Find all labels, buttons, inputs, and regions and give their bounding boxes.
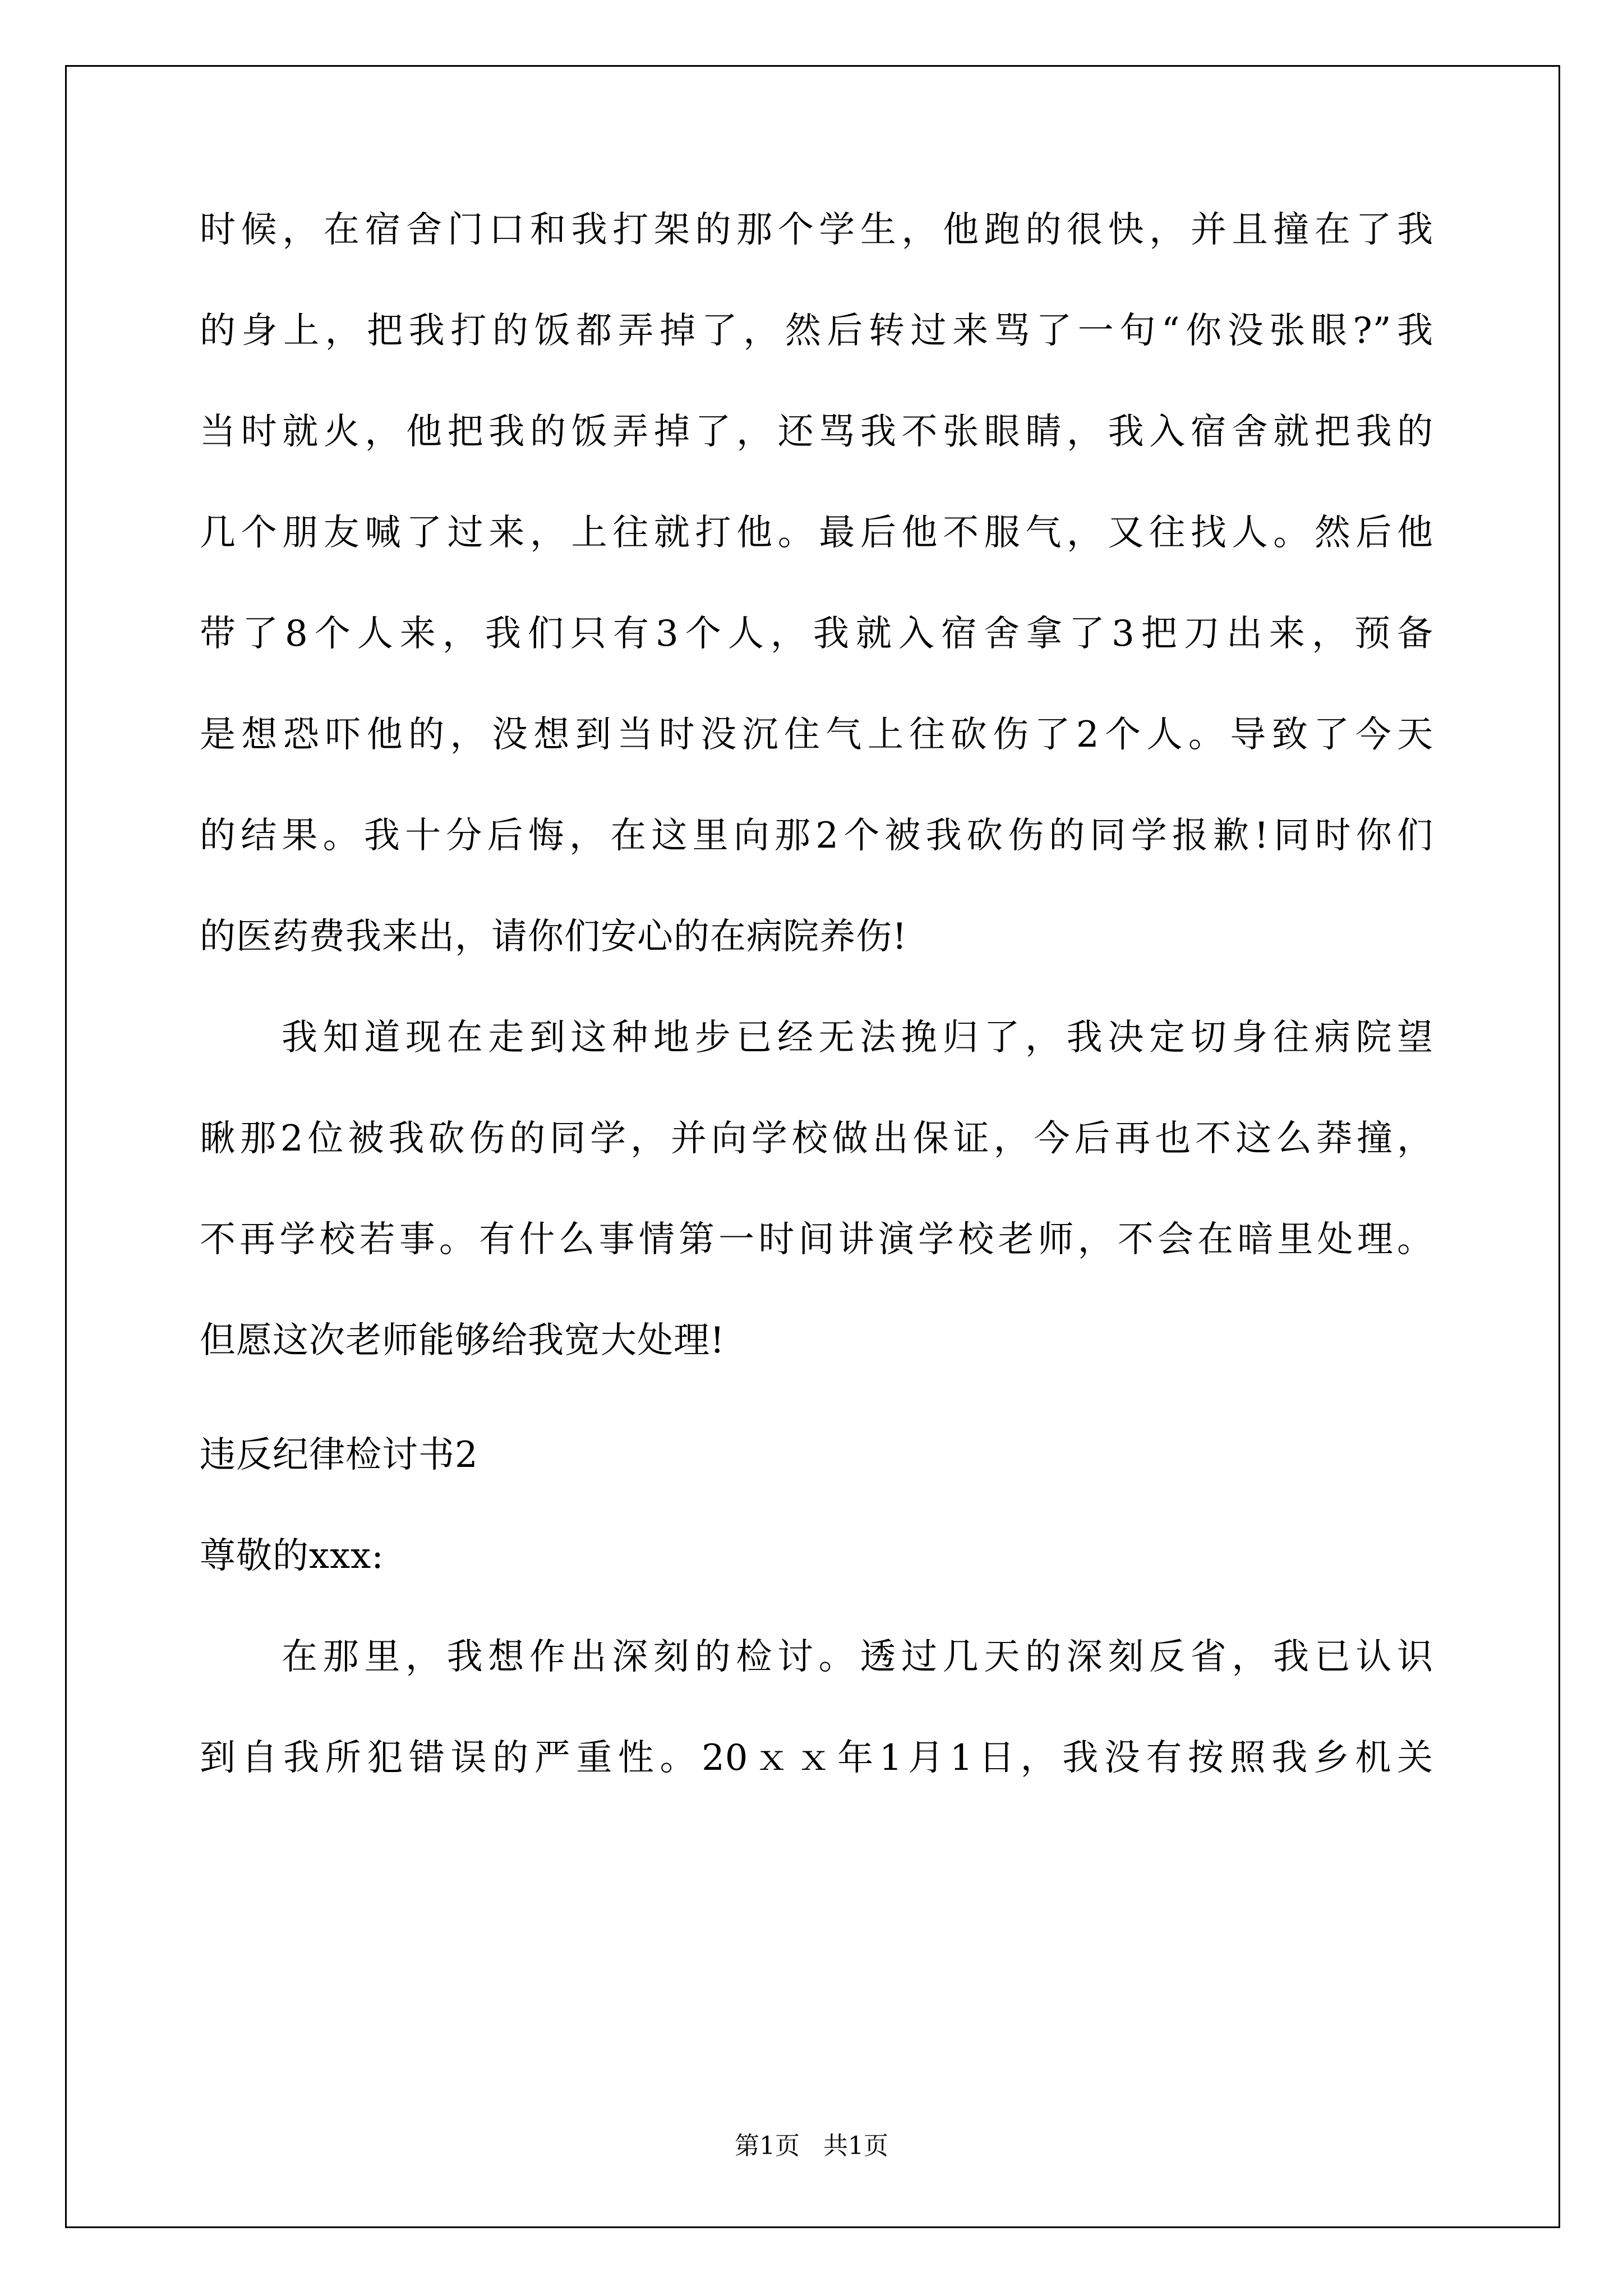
paragraph-line: 是想恐吓他的，没想到当时没沉住气上往砍伤了2个人。导致了今天 [200, 714, 1433, 756]
paragraph-line: 但愿这次老师能够给我宽大处理! [200, 1320, 725, 1361]
paragraph-line: 到自我所犯错误的严重性。20ｘｘ年1月1日，我没有按照我乡机关 [200, 1737, 1433, 1779]
page-footer: 第1页 共1页 [735, 2132, 888, 2160]
paragraph-line: 我知道现在走到这种地步已经无法挽归了，我决定切身往病院望 [282, 1017, 1433, 1059]
paragraph-line: 的身上，把我打的饭都弄掉了，然后转过来骂了一句“你没张眼?”我 [200, 310, 1433, 352]
document-body [200, 209, 1433, 1841]
paragraph-line: 带了8个人来，我们只有3个人，我就入宿舍拿了3把刀出来，预备 [200, 613, 1433, 655]
paragraph-line: 的结果。我十分后悔，在这里向那2个被我砍伤的同学报歉!同时你们 [200, 815, 1433, 857]
paragraph-line: 的医药费我来出，请你们安心的在病院养伤! [200, 916, 907, 958]
paragraph-line: 几个朋友喊了过来，上往就打他。最后他不服气，又往找人。然后他 [200, 512, 1433, 554]
paragraph-line: 当时就火，他把我的饭弄掉了，还骂我不张眼睛，我入宿舍就把我的 [200, 411, 1433, 453]
salutation: 尊敬的xxx: [200, 1535, 384, 1577]
section-title: 违反纪律检讨书2 [200, 1434, 478, 1476]
paragraph-line: 在那里，我想作出深刻的检讨。透过几天的深刻反省，我已认识 [282, 1636, 1433, 1678]
paragraph-line: 不再学校若事。有什么事情第一时间讲演学校老师，不会在暗里处理。 [200, 1219, 1433, 1260]
paragraph-line: 时候，在宿舍门口和我打架的那个学生，他跑的很快，并且撞在了我 [200, 209, 1433, 251]
paragraph-line: 瞅那2位被我砍伤的同学，并向学校做出保证，今后再也不这么莽撞， [200, 1118, 1433, 1159]
